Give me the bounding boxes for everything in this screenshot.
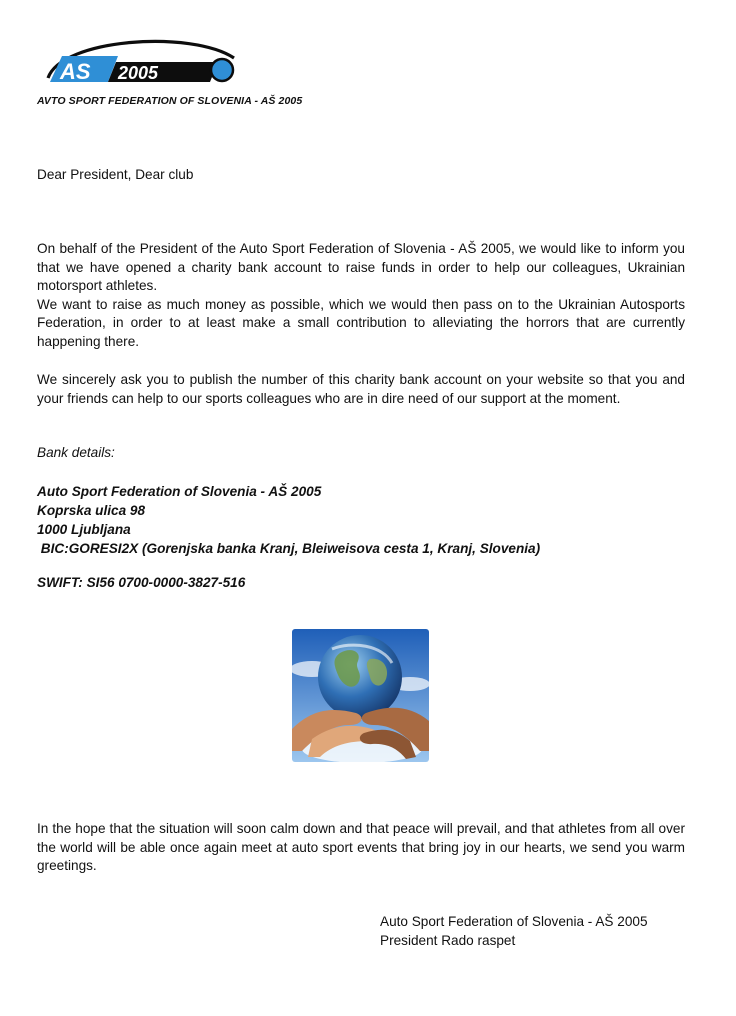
greeting: Dear President, Dear club <box>37 167 194 182</box>
bank-line-name: Auto Sport Federation of Slovenia - AŠ 2005 <box>37 484 322 499</box>
bank-line-bic: BIC:GORESI2X (Gorenjska banka Kranj, Bleiweisova cesta 1, Kranj, Slovenia) <box>37 541 541 556</box>
logo-as-text: AS <box>60 59 91 84</box>
signature-organization: Auto Sport Federation of Slovenia - AŠ 2005 <box>380 914 648 929</box>
logo-ball-icon <box>211 59 233 81</box>
swift-code: SWIFT: SI56 0700-0000-3827-516 <box>37 575 246 590</box>
paragraph-intro-line2: We want to raise as much money as possible, which we would then pass on to the Ukrainian Autosports Federation, in order to at least make a small contribution to alleviating the horrors that are currently happening there. <box>37 296 685 349</box>
federation-logo <box>42 32 238 88</box>
paragraph-intro-line1: On behalf of the President of the Auto Sport Federation of Slovenia - AŠ 2005, we would like to inform you that we have opened a charity bank account to raise funds in order to help our colleagues, Ukrainian motorsport athletes. <box>37 241 685 294</box>
paragraph-request: We sincerely ask you to publish the number of this charity bank account on your website so that you and your friends can help to our sports colleagues who are in dire need of our support at the moment. <box>37 372 685 406</box>
globe-icon <box>318 635 402 719</box>
globe-in-hands-image <box>292 629 429 762</box>
logo-year-text: 2005 <box>118 63 159 83</box>
bank-details-block <box>37 482 540 558</box>
bank-details-label: Bank details: <box>37 445 115 460</box>
bank-line-city: 1000 Ljubljana <box>37 522 131 537</box>
organization-name: AVTO SPORT FEDERATION OF SLOVENIA - AŠ 2005 <box>37 95 303 107</box>
paragraph-closing: In the hope that the situation will soon calm down and that peace will prevail, and that athletes from all over the world will be able once again meet at auto sport events that bring joy in our hearts, we send you warm greetings. <box>37 821 685 874</box>
logo-graphic <box>42 32 238 88</box>
bank-line-street: Koprska ulica 98 <box>37 503 146 518</box>
signature-block <box>380 912 648 950</box>
signature-president: President Rado raspet <box>380 933 516 948</box>
paragraph-intro <box>37 240 685 352</box>
globe-hands-illustration <box>292 629 429 762</box>
